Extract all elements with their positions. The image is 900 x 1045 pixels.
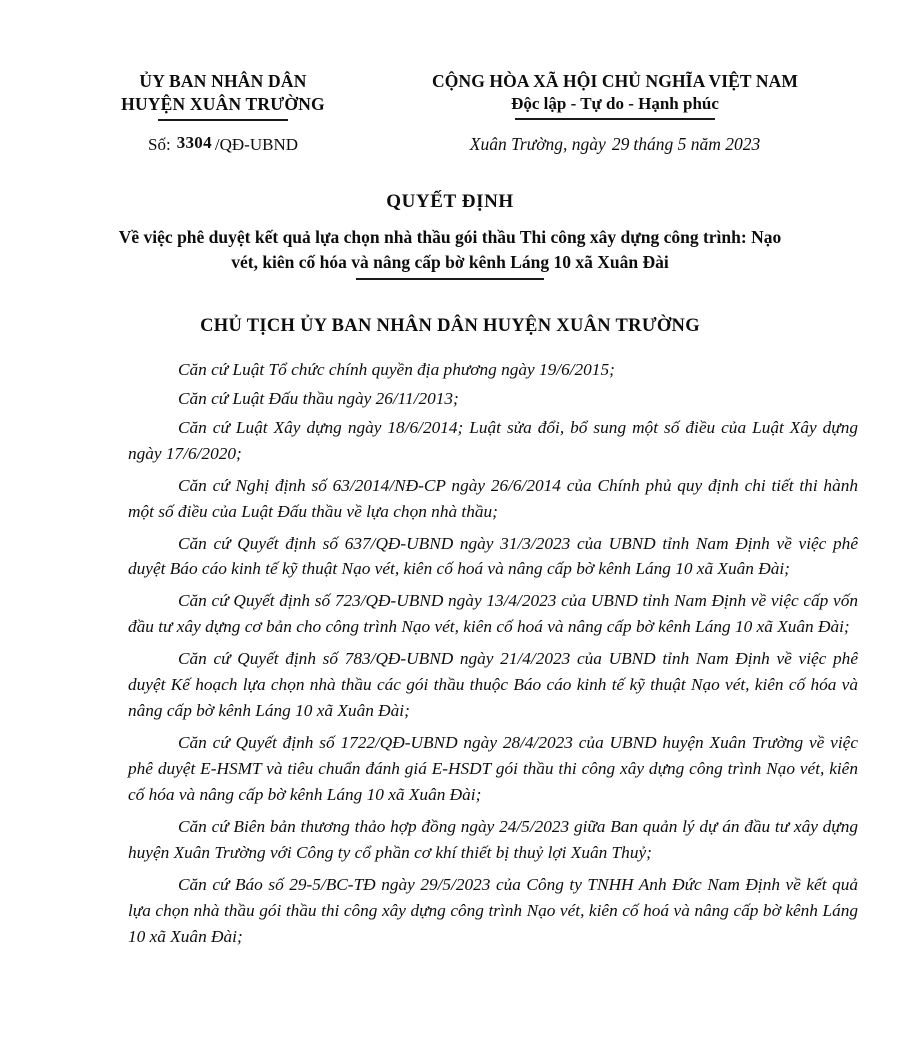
legal-basis-paragraph: Căn cứ Quyết định số 1722/QĐ-UBND ngày 28/4/2023 của UBND huyện Xuân Trường về việc phê duyệt E-HSMT và tiêu chuẩn đánh giá E-HSDT gói thầu thi công xây dựng công trình Nạo vét, kiên cố hóa và nâng cấp bờ kênh Láng 10 xã Xuân Đài; [128,733,858,804]
place-date-line [388,134,842,155]
national-header-block [388,70,860,155]
subject-underline [356,278,544,280]
document-type-heading: QUYẾT ĐỊNH [386,191,514,213]
date-month-label: tháng 5 năm [633,134,721,155]
legal-basis-paragraph: Căn cứ Báo số 29-5/BC-TĐ ngày 29/5/2023 của Công ty TNHH Anh Đức Nam Định về kết quả lựa chọn nhà thầu gói thầu thi công xây dựng công trình Nạo vét, kiên cố hoá và nâng cấp bờ kênh Láng 10 xã Xuân Đài; [128,874,858,946]
national-title: CỘNG HÒA XÃ HỘI CHỦ NGHĨA VIỆT NAM [432,71,798,91]
document-subject: Về việc phê duyệt kết quả lựa chọn nhà thầu gói thầu Thi công xây dựng công trình: Nạo vét, kiên cố hóa và nâng cấp bờ kênh Láng 10 xã Xuân Đài [118,227,782,273]
issuing-officer-heading: CHỦ TỊCH ỦY BAN NHÂN DÂN HUYỆN XUÂN TRƯỜNG [200,315,700,336]
national-motto-wrap [388,93,842,120]
place-name: Xuân Trường, ngày [469,134,606,155]
legal-basis-paragraph: Căn cứ Luật Tổ chức chính quyền địa phương ngày 19/6/2015; [178,359,615,379]
legal-basis-paragraph: Căn cứ Luật Xây dựng ngày 18/6/2014; Luật sửa đổi, bổ sung một số điều của Luật Xây dựng ngày 17/6/2020; [128,417,858,463]
issuing-authority-block [40,70,388,155]
legal-basis-paragraph: Căn cứ Quyết định số 783/QĐ-UBND ngày 21/4/2023 của UBND tỉnh Nam Định về việc phê duyệt Kế hoạch lựa chọn nhà thầu các gói thầu thuộc Báo cáo kinh tế kỹ thuật Nạo vét, kiên cố hóa và nâng cấp bờ kênh Láng 10 xã Xuân Đài; [128,649,858,721]
legal-basis-paragraph: Căn cứ Luật Đấu thầu ngày 26/11/2013; [178,388,459,408]
document-number-value: 3304 [176,132,212,152]
legal-basis-paragraph: Căn cứ Biên bản thương thảo hợp đồng ngày 24/5/2023 giữa Ban quản lý dự án đầu tư xây dựng huyện Xuân Trường với Công ty cổ phần cơ khí thiết bị thuỷ lợi Xuân Thuỷ; [128,816,858,862]
legal-basis-paragraph: Căn cứ Nghị định số 63/2014/NĐ-CP ngày 26/6/2014 của Chính phủ quy định chi tiết thi hành một số điều của Luật Đấu thầu về lựa chọn nhà thầu; [128,475,858,521]
date-year: 2023 [725,134,761,155]
date-day: 29 [611,134,630,155]
legal-basis-paragraph: Căn cứ Quyết định số 723/QĐ-UBND ngày 13/4/2023 của UBND tỉnh Nam Định về việc cấp vốn đầu tư xây dựng cơ bản cho công trình Nạo vét, kiên cố hoá và nâng cấp bờ kênh Láng 10 xã Xuân Đài; [128,591,858,637]
document-body [0,357,900,950]
document-number-label: Số: [148,134,171,154]
motto-underline [515,118,715,120]
document-number-suffix: /QĐ-UBND [214,134,298,154]
legal-basis-paragraph: Căn cứ Quyết định số 637/QĐ-UBND ngày 31/3/2023 của UBND tỉnh Nam Định về việc phê duyệt Báo cáo kinh tế kỹ thuật Nạo vét, kiên cố hoá và nâng cấp bờ kênh Láng 10 xã Xuân Đài; [128,533,858,579]
document-number-line [58,132,388,155]
authority-underline [158,119,288,121]
authority-line-1: ỦY BAN NHÂN DÂN [139,71,307,91]
title-block [0,191,900,280]
national-motto: Độc lập - Tự do - Hạnh phúc [511,94,719,114]
authority-line-2: HUYỆN XUÂN TRƯỜNG [121,94,325,115]
document-header [0,0,900,155]
